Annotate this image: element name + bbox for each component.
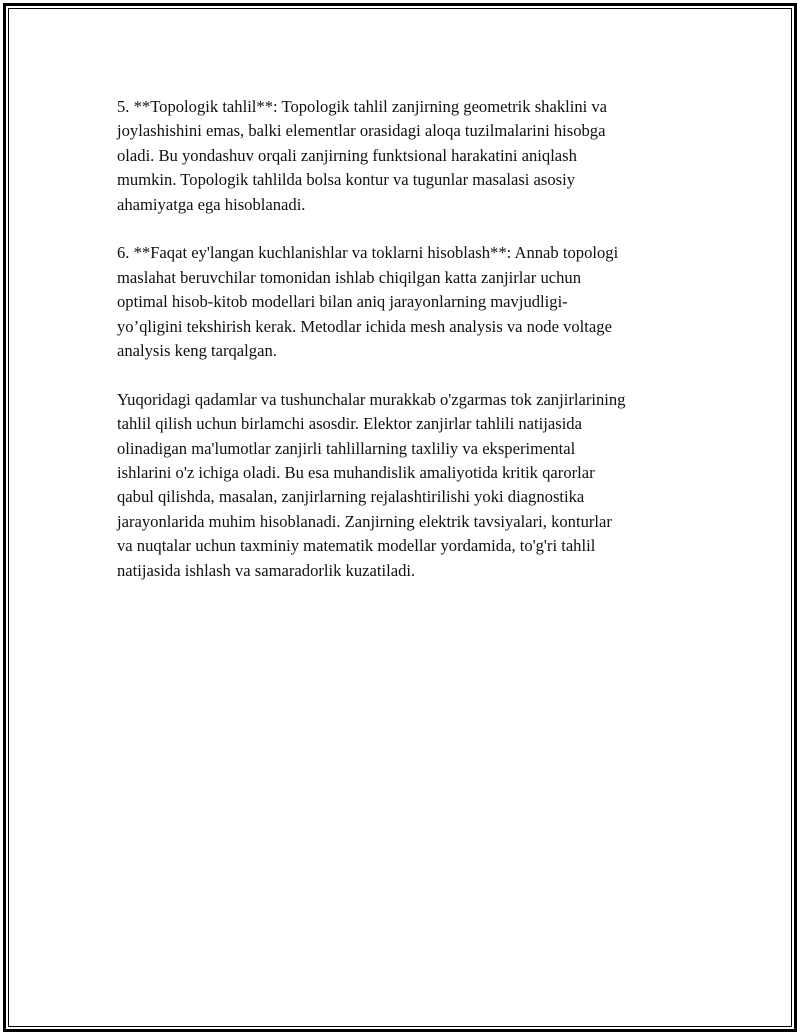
- paragraph-conclusion: Yuqoridagi qadamlar va tushunchalar murakkab o'zgarmas tok zanjirlarining tahlil qilish uchun birlamchi asosdir. Elektor zanjirlar tahlili natijasida olinadigan ma'lumotlar zanjirli tahlillarning taxliliy va eksperimental ishlarini o'z ichiga oladi. Bu esa muhandislik amaliyotida kritik qarorlar qabul qilishda, masalan, zanjirlarning rejalashtirilishi yoki diagnostika jarayonlarida muhim hisoblanadi. Zanjirning elektrik tavsiyalari, konturlar va nuqtalar uchun taxminiy matematik modellar yordamida, to'g'ri tahlil natijasida ishlash va samaradorlik kuzatiladi.: [117, 389, 626, 580]
- document-body: [117, 95, 702, 607]
- paragraph-topological-analysis: 5. **Topologik tahlil**: Topologik tahlil zanjirning geometrik shaklini va joylashishini emas, balki elementlar orasidagi aloqa tuzilmalarini hisobga oladi. Bu yondashuv orqali zanjirning funktsional harakatini aniqlash mumkin. Topologik tahlilda bolsa kontur va tugunlar masalasi asosiy ahamiyatga ega hisoblanadi.: [117, 97, 608, 214]
- paragraph-voltage-current-calculation: 6. **Faqat ey'langan kuchlanishlar va toklarni hisoblash**: Annab topologi maslahat beruvchilar tomonidan ishlab chiqilgan katta zanjirlar uchun optimal hisob-kitob modellari bilan aniq jarayonlarning mavjudligi- yo’qligini tekshirish kerak. Metodlar ichida mesh analysis va node voltage analysis keng tarqalgan.: [117, 243, 619, 361]
